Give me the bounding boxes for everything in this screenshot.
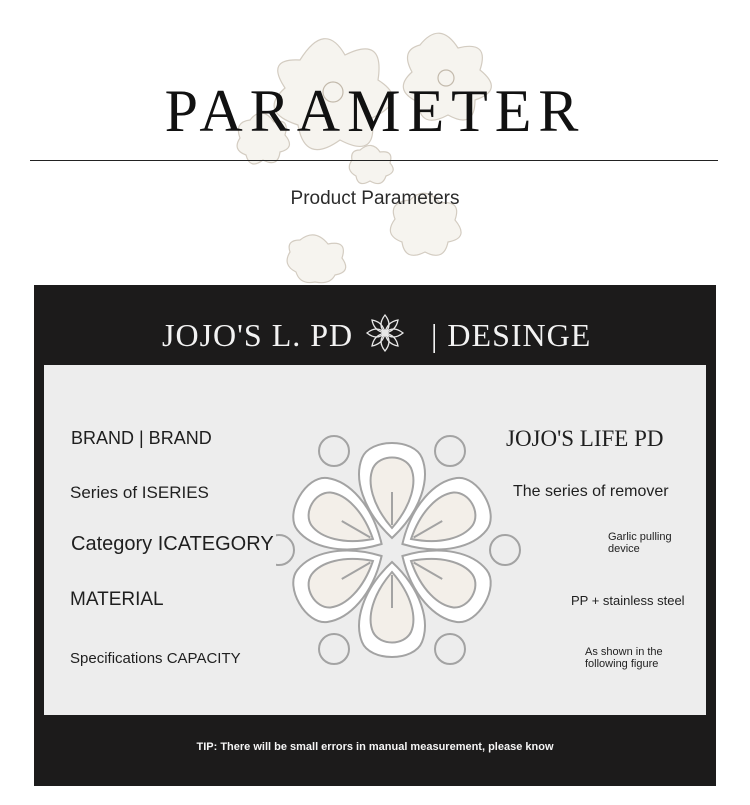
parameter-panel — [44, 365, 706, 715]
measurement-tip: TIP: There will be small errors in manual measurement, please know — [196, 741, 554, 753]
label-category: Category ICATEGORY — [71, 533, 274, 555]
label-specifications: Specifications CAPACITY — [70, 650, 241, 667]
label-series: Series of ISERIES — [70, 483, 209, 502]
parameter-card — [34, 285, 716, 786]
page-subtitle: Product Parameters — [290, 188, 460, 209]
value-brand: JOJO'S LIFE PD — [506, 426, 664, 451]
label-material: MATERIAL — [70, 589, 164, 610]
brand-name: JOJO'S L. PD — [162, 317, 354, 353]
brand-bar — [34, 307, 716, 359]
title-divider — [30, 160, 718, 161]
value-material: PP + stainless steel — [571, 593, 685, 608]
page-title: PARAMETER — [164, 78, 586, 144]
value-specifications: As shown in the following figure — [585, 646, 663, 670]
page-header — [0, 0, 750, 285]
label-brand: BRAND | BRAND — [71, 428, 212, 448]
flower-emblem-icon — [361, 309, 409, 357]
value-series: The series of remover — [513, 483, 669, 500]
brand-tagline: | DESINGE — [431, 317, 592, 353]
flower-illustration-icon — [276, 425, 536, 675]
value-category: Garlic pulling device — [608, 531, 672, 555]
